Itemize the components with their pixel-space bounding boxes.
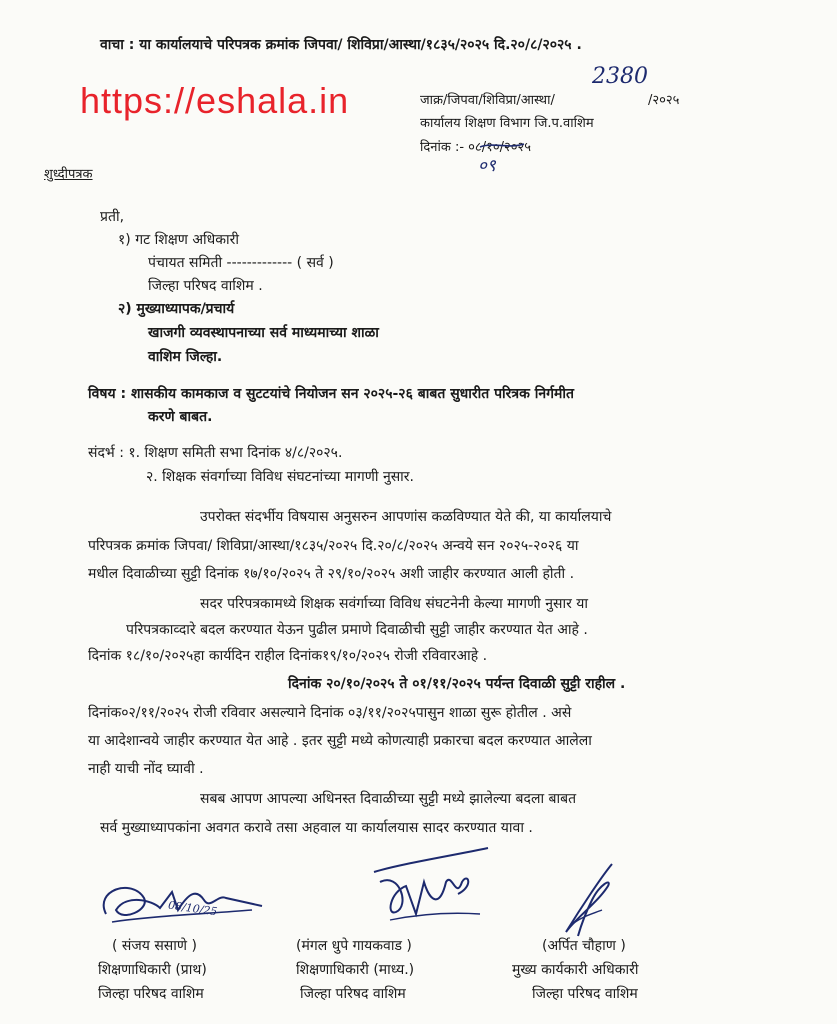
signatory-1-name: ( संजय ससाणे ) [112,938,197,954]
signatory-2-org: जिल्हा परिषद वाशिम [300,986,406,1002]
para-2-line-3: दिनांक १८/१०/२०२५हा कार्यदिन राहील दिनांक१९/१०/२०२५ रोजी रविवारआहे . [88,648,488,664]
para-1-line-3: मधील दिवाळीच्या सुट्टी दिनांक १७/१०/२०२५ ते २९/१०/२०२५ अशी जाहीर करण्यात आली होती . [88,566,575,582]
signatory-3-title: मुख्य कार्यकारी अधिकारी [512,962,639,978]
para-2-line-1: सदर परिपत्रकामध्ये शिक्षक सवंर्गाच्या विविध संघटनेनी केल्या मागणी नुसार या [200,596,589,612]
document-type-heading: शुध्दीपत्रक [44,167,93,182]
para-4-line-2: या आदेशान्वये जाहीर करण्यात येत आहे . इतर सुट्टी मध्ये कोणत्याही प्रकारचा बदल करण्यात आलेला [88,733,592,749]
subject-line-1: विषय : शासकीय कामकाज व सुटटयांचे नियोजन सन २०२५-२६ बाबत सुधारीत परित्रक निर्गमीत [88,386,575,402]
subject-line-2: करणे बाबत. [148,409,213,425]
ref-year: /२०२५ [648,93,680,108]
handwritten-date-correction: ०९ [478,156,496,176]
signature-2 [360,842,510,942]
para-1-line-1: उपरोक्त संदर्भीय विषयास अनुसरुन आपणांस कळविण्यात येते की, या कार्यालयाचे [200,509,612,525]
recipient-2-schools: खाजगी व्यवस्थापनाच्या सर्व माध्यमाच्या शाळा [148,325,379,341]
signatory-2-title: शिक्षणाधिकारी (माध्य.) [296,962,415,978]
issue-date: दिनांक :- ०८/१०/२०२५ [420,140,532,155]
signatory-1-title: शिक्षणाधिकारी (प्राथ) [98,962,207,978]
signature-3 [552,856,632,946]
ref-prefix: जाक्र/जिपवा/शिविप्रा/आस्था/ [420,93,555,108]
recipient-1-office: पंचायत समिती ------------- ( सर्व ) [148,255,334,271]
recipients-to: प्रती, [100,209,125,225]
para-1-line-2: परिपत्रक क्रमांक जिपवा/ शिविप्रा/आस्था/१८३५/२०२५ दि.२०/८/२०२५ अन्वये सन २०२५-२०२६ या [88,538,579,554]
reading-line: वाचा : या कार्यालयाचे परिपत्रक क्रमांक जिपवा/ शिविप्रा/आस्था/१८३५/२०२५ दि.२०/८/२०२५ . [100,37,582,53]
recipient-1-title: १) गट शिक्षण अधिकारी [118,232,239,248]
handwritten-ref-number: 2380 [592,64,648,89]
reference-line-2: २. शिक्षक संवर्गाच्या विविध संघटनांच्या मागणी नुसार. [146,469,414,485]
signatory-2-name: (मंगल धुपे गायकवाड ) [296,938,412,954]
signature-1-date: 08/10/25 [167,898,219,919]
recipient-2-title: २) मुख्याध्यापक/प्रचार्य [118,301,235,317]
recipient-2-district: वाशिम जिल्हा. [148,349,223,365]
signatory-3-name: (अर्पित चौहाण ) [542,938,626,954]
para-2-line-2: परिपत्रकाव्दारे बदल करण्यात येऊन पुढील प्रमाणे दिवाळीची सुट्टी जाहीर करण्यात येत आहे . [126,622,588,638]
signatory-1-org: जिल्हा परिषद वाशिम [98,986,204,1002]
para-4-line-3: नाही याची नोंद घ्यावी . [88,761,204,777]
holiday-announcement: दिनांक २०/१०/२०२५ ते ०१/११/२०२५ पर्यन्त दिवाळी सुट्टी राहील . [288,676,626,692]
recipient-1-org: जिल्हा परिषद वाशिम . [148,278,263,294]
date-strike-mark [478,138,526,152]
para-4-line-1: दिनांक०२/११/२०२५ रोजी रविवार असल्याने दिनांक ०३/११/२०२५पासुन शाळा सुरू होतील . असे [88,705,572,721]
watermark-url: https://eshala.in [80,80,350,121]
office-name: कार्यालय शिक्षण विभाग जि.प.वाशिम [420,116,594,131]
para-5-line-1: सबब आपण आपल्या अधिनस्त दिवाळीच्या सुट्टी मध्ये झालेल्या बदला बाबत [200,791,577,807]
signatory-3-org: जिल्हा परिषद वाशिम [532,986,638,1002]
reference-line-1: संदर्भ : १. शिक्षण समिती सभा दिनांक ४/८/२०२५. [88,445,343,461]
para-5-line-2: सर्व मुख्याध्यापकांना अवगत करावे तसा अहवाल या कार्यालयास सादर करण्यात यावा . [100,820,533,836]
